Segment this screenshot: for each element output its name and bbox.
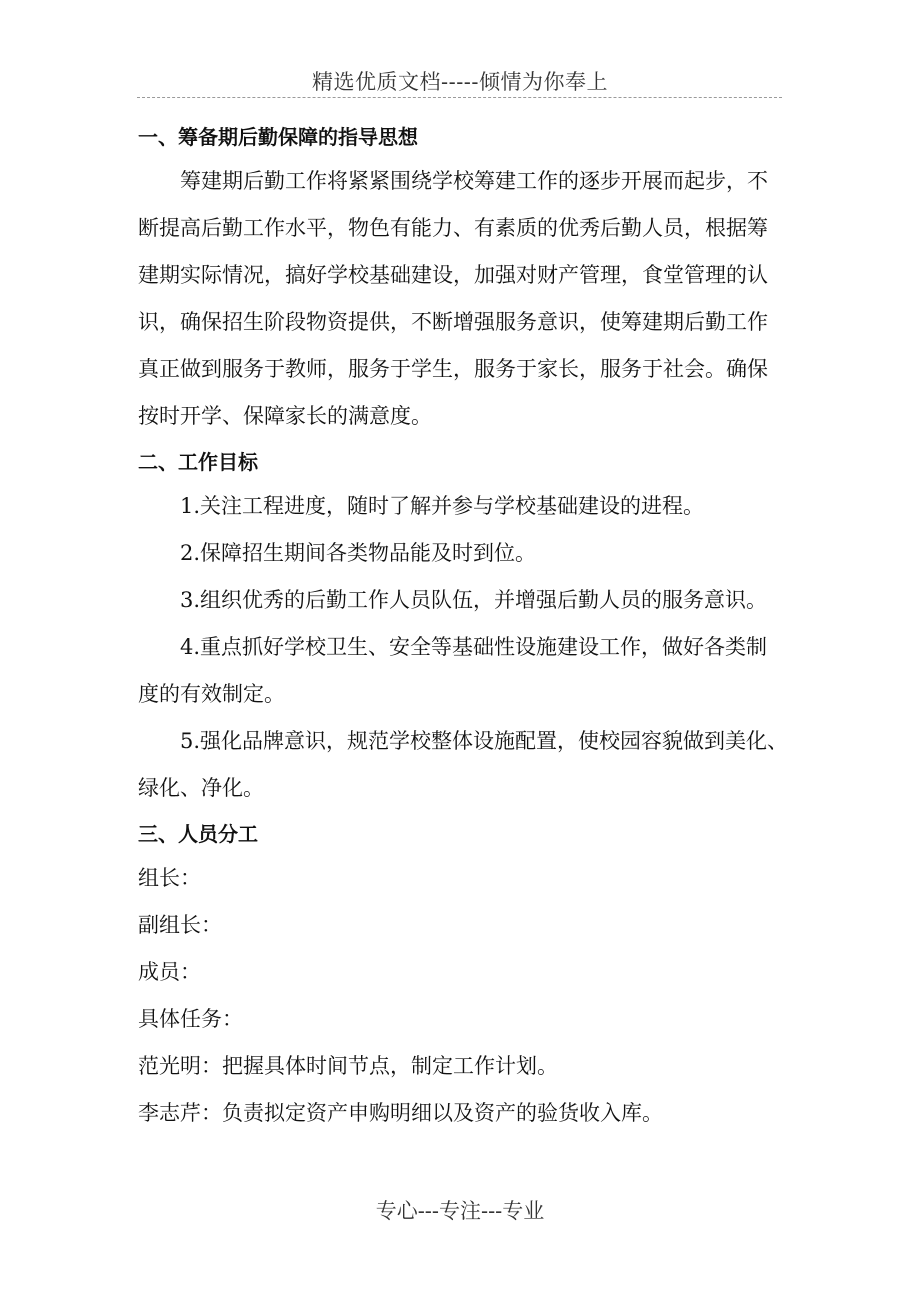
staff-tasks-line: 具体任务： <box>138 1007 243 1031</box>
paragraph-line: 建期实际情况，搞好学校基础建设，加强对财产管理，食堂管理的认 <box>138 263 768 287</box>
paragraph-line: 识，确保招生阶段物资提供，不断增强服务意识，使筹建期后勤工作 <box>138 310 768 334</box>
goal-item-2 <box>138 530 783 577</box>
document-body <box>138 115 789 1137</box>
section-heading-staff-division: 三、人员分工 <box>138 822 258 846</box>
paragraph-line: 断提高后勤工作水平，物色有能力、有素质的优秀后勤人员，根据筹 <box>138 216 768 240</box>
goal-line: 4.重点抓好学校卫生、安全等基础性设施建设工作，做好各类制 <box>180 635 768 659</box>
staff-deputy-leader-line: 副组长： <box>138 913 222 937</box>
goal-item-5 <box>138 718 789 812</box>
goal-item-1 <box>138 483 783 530</box>
staff-members-line: 成员： <box>138 960 201 984</box>
page-footer: 专心---专注---专业 <box>375 1199 545 1223</box>
goal-line: 绿化、净化。 <box>138 776 264 800</box>
staff-leader-line: 组长： <box>138 866 201 890</box>
staff-task-li-zhiqin: 李志芹：负责拟定资产申购明细以及资产的验货收入库。 <box>138 1101 663 1125</box>
goal-line: 2.保障招生期间各类物品能及时到位。 <box>180 541 537 565</box>
goal-line: 1.关注工程进度，随时了解并参与学校基础建设的进程。 <box>180 494 705 518</box>
staff-task-fan-guangming: 范光明：把握具体时间节点，制定工作计划。 <box>138 1054 558 1078</box>
goal-line: 5.强化品牌意识，规范学校整体设施配置，使校园容貌做到美化、 <box>180 729 789 753</box>
goal-line: 度的有效制定。 <box>138 682 285 706</box>
goal-item-3 <box>138 577 783 624</box>
paragraph-line: 按时开学、保障家长的满意度。 <box>138 404 432 428</box>
header-divider <box>137 97 782 98</box>
section-heading-work-goals: 二、工作目标 <box>138 450 258 474</box>
paragraph-line: 真正做到服务于教师，服务于学生，服务于家长，服务于社会。确保 <box>138 357 768 381</box>
goal-line: 3.组织优秀的后勤工作人员队伍，并增强后勤人员的服务意识。 <box>180 588 768 612</box>
page-header: 精选优质文档-----倾情为你奉上 <box>312 70 608 94</box>
paragraph-line: 筹建期后勤工作将紧紧围绕学校筹建工作的逐步开展而起步，不 <box>180 169 768 193</box>
guiding-ideology-paragraph <box>138 158 783 440</box>
section-heading-guiding-ideology: 一、筹备期后勤保障的指导思想 <box>138 125 418 149</box>
goal-item-4 <box>138 624 783 718</box>
